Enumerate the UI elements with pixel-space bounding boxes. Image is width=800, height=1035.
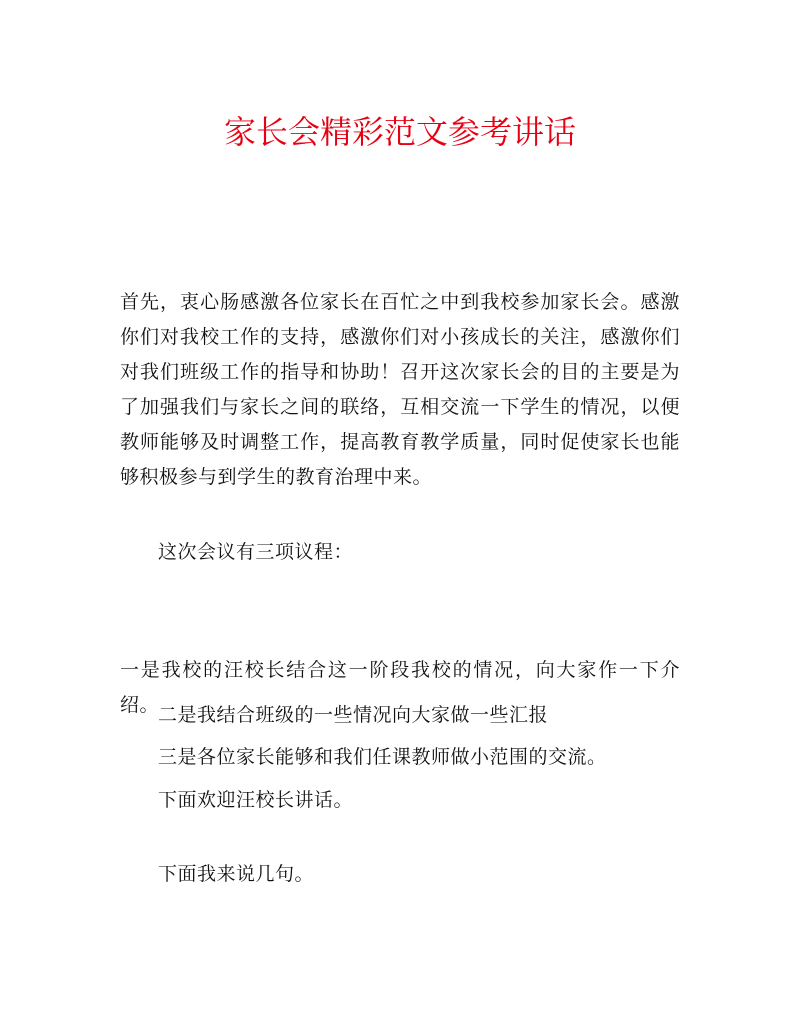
paragraph-agenda-item-1: 一是我校的汪校长结合这一阶段我校的情况，向大家作一下介绍。 [120, 659, 680, 716]
paragraph-agenda-item-2: 二是我结合班级的一些情况向大家做一些汇报 [158, 704, 549, 726]
document-title: 家长会精彩范文参考讲话 [223, 113, 576, 151]
paragraph-agenda-item-3: 三是各位家长能够和我们任课教师做小范围的交流。 [158, 746, 607, 768]
paragraph-opening: 首先，衷心肠感激各位家长在百忙之中到我校参加家长会。感激你们对我校工作的支持，感激你们对小孩成长的关注，感激你们对我们班级工作的指导和协助！召开这次家长会的目的主要是为了加强我们与家长之间的联络，互相交流一下学生的情况，以便教师能够及时调整工作，提高教育教学质量，同时促使家长也能够积极参与到学生的教育治理中来。 [120, 291, 680, 488]
paragraph-agenda-intro: 这次会议有三项议程： [158, 541, 354, 563]
paragraph-welcome: 下面欢迎汪校长讲话。 [158, 789, 354, 811]
paragraph-closing: 下面我来说几句。 [158, 863, 315, 885]
